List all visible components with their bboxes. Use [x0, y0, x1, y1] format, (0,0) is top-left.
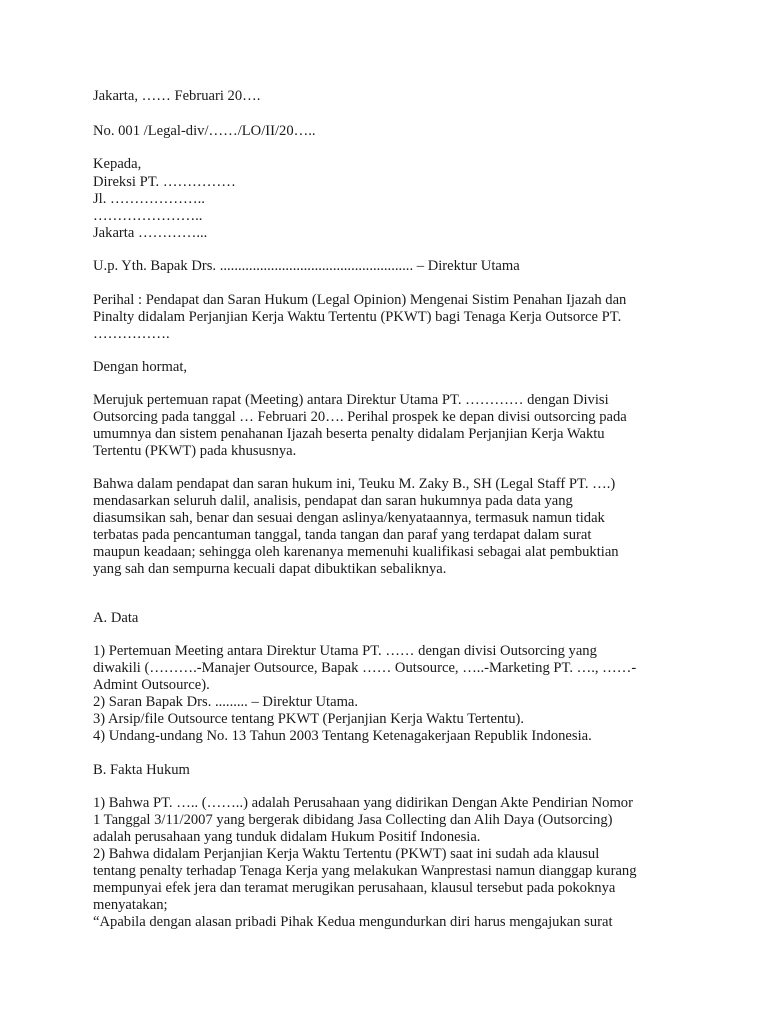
recipient-line: …………………..	[93, 208, 203, 224]
paragraph-line: terbatas pada pencantuman tanggal, tanda tangan dan paraf yang terdapat dalam surat	[93, 527, 592, 543]
recipient-line: Jl. ………………..	[93, 191, 205, 207]
list-item: Admint Outsource).	[93, 677, 210, 693]
subject-line: Pinalty didalam Perjanjian Kerja Waktu Tertentu (PKWT) bagi Tenaga Kerja Outsorce PT.	[93, 309, 622, 325]
list-item: 2) Saran Bapak Drs. ......... – Direktur Utama.	[93, 694, 359, 710]
section-b-heading: B. Fakta Hukum	[93, 762, 190, 778]
paragraph-line: Bahwa dalam pendapat dan saran hukum ini, Teuku M. Zaky B., SH (Legal Staff PT. ….)	[93, 476, 616, 492]
list-item: 3) Arsip/file Outsource tentang PKWT (Perjanjian Kerja Waktu Tertentu).	[93, 711, 525, 727]
list-item: 1 Tanggal 3/11/2007 yang bergerak dibidang Jasa Collecting dan Alih Daya (Outsorcing)	[93, 812, 613, 828]
subject-line: …………….	[93, 326, 170, 342]
list-item: diwakili (……….-Manajer Outsource, Bapak …… Outsource, …..-Marketing PT. …., ……-	[93, 660, 637, 676]
list-item: mempunyai efek jera dan teramat merugikan perusahaan, klausul tersebut pada pokoknya	[93, 880, 616, 896]
letter-date: Jakarta, …… Februari 20….	[93, 88, 261, 104]
subject-line: Perihal : Pendapat dan Saran Hukum (Legal Opinion) Mengenai Sistim Penahan Ijazah dan	[93, 292, 627, 308]
attention-line: U.p. Yth. Bapak Drs. ..................................................... – Direktur Utama	[93, 258, 520, 274]
list-item: tentang penalty terhadap Tenaga Kerja yang melakukan Wanprestasi namun dianggap kurang	[93, 863, 637, 879]
recipient-line: Kepada,	[93, 156, 142, 172]
recipient-line: Jakarta …………...	[93, 225, 208, 241]
list-item: 1) Pertemuan Meeting antara Direktur Utama PT. …… dengan divisi Outsorcing yang	[93, 643, 597, 659]
section-a-heading: A. Data	[93, 610, 139, 626]
recipient-line: Direksi PT. ……………	[93, 174, 236, 190]
paragraph-line: maupun keadaan; sehingga oleh karenanya memenuhi kualifikasi sebagai alat pembuktian	[93, 544, 619, 560]
paragraph-line: Tertentu (PKWT) pada khususnya.	[93, 443, 297, 459]
list-item: 2) Bahwa didalam Perjanjian Kerja Waktu Tertentu (PKWT) saat ini sudah ada klausul	[93, 846, 600, 862]
salutation: Dengan hormat,	[93, 359, 188, 375]
list-item: 4) Undang-undang No. 13 Tahun 2003 Tentang Ketenagakerjaan Republik Indonesia.	[93, 728, 592, 744]
letter-number: No. 001 /Legal-div/……/LO/II/20…..	[93, 123, 316, 139]
list-item: menyatakan;	[93, 897, 168, 913]
paragraph-line: yang sah dan sempurna kecuali dapat dibuktikan sebaliknya.	[93, 561, 447, 577]
paragraph-line: Outsorcing pada tanggal … Februari 20…. Perihal prospek ke depan divisi outsorcing pada	[93, 409, 627, 425]
list-item: 1) Bahwa PT. ….. (……..) adalah Perusahaan yang didirikan Dengan Akte Pendirian Nomor	[93, 795, 633, 811]
paragraph-line: diasumsikan sah, benar dan sesuai dengan aslinya/kenyataannya, termasuk namun tidak	[93, 510, 605, 526]
paragraph-line: umumnya dan sistem penahanan Ijazah beserta penalty didalam Perjanjian Kerja Waktu	[93, 426, 605, 442]
list-item: “Apabila dengan alasan pribadi Pihak Kedua mengundurkan diri harus mengajukan surat	[93, 914, 613, 930]
list-item: adalah perusahaan yang tunduk didalam Hukum Positif Indonesia.	[93, 829, 481, 845]
paragraph-line: Merujuk pertemuan rapat (Meeting) antara Direktur Utama PT. ………… dengan Divisi	[93, 392, 609, 408]
paragraph-line: mendasarkan seluruh dalil, analisis, pendapat dan saran hukumnya pada data yang	[93, 493, 573, 509]
